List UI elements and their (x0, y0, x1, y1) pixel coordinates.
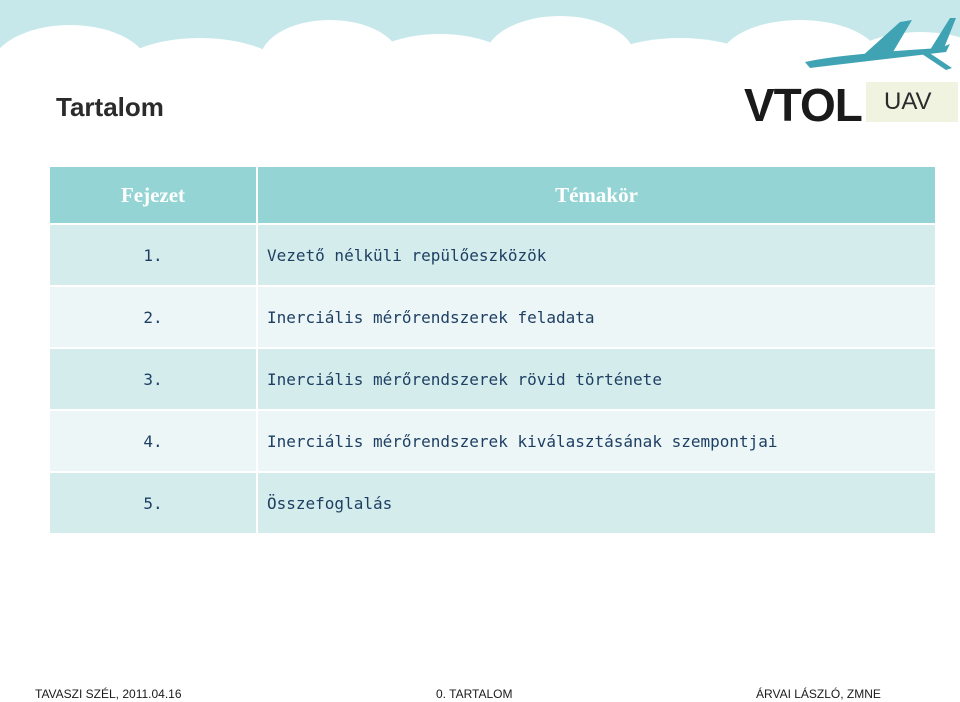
table-row (50, 410, 935, 472)
contents-table (50, 167, 935, 533)
chapter-number: 3. (50, 348, 257, 410)
chapter-topic: Inerciális mérőrendszerek feladata (257, 286, 935, 348)
chapter-number: 1. (50, 224, 257, 286)
chapter-number: 4. (50, 410, 257, 472)
airplane-icon (800, 10, 960, 85)
chapter-number: 5. (50, 472, 257, 533)
logo-uav-text: UAV (884, 88, 932, 115)
table-row (50, 472, 935, 533)
footer-section: 0. TARTALOM (436, 687, 513, 701)
footer-event-date: TAVASZI SZÉL, 2011.04.16 (35, 687, 182, 701)
header-topic: Témakör (257, 167, 935, 224)
table-row (50, 286, 935, 348)
chapter-topic: Vezető nélküli repülőeszközök (257, 224, 935, 286)
footer-author: ÁRVAI LÁSZLÓ, ZMNE (756, 687, 881, 701)
chapter-number: 2. (50, 286, 257, 348)
logo-vtol-text: VTOL (744, 79, 862, 131)
slide-title: Tartalom (56, 92, 164, 122)
header-chapter: Fejezet (50, 167, 257, 224)
chapter-topic: Inerciális mérőrendszerek rövid története (257, 348, 935, 410)
vtol-uav-logo (740, 10, 960, 131)
table-row (50, 224, 935, 286)
chapter-topic: Inerciális mérőrendszerek kiválasztásának szempontjai (257, 410, 935, 472)
table-header-row (50, 167, 935, 224)
chapter-topic: Összefoglalás (257, 472, 935, 533)
table-row (50, 348, 935, 410)
